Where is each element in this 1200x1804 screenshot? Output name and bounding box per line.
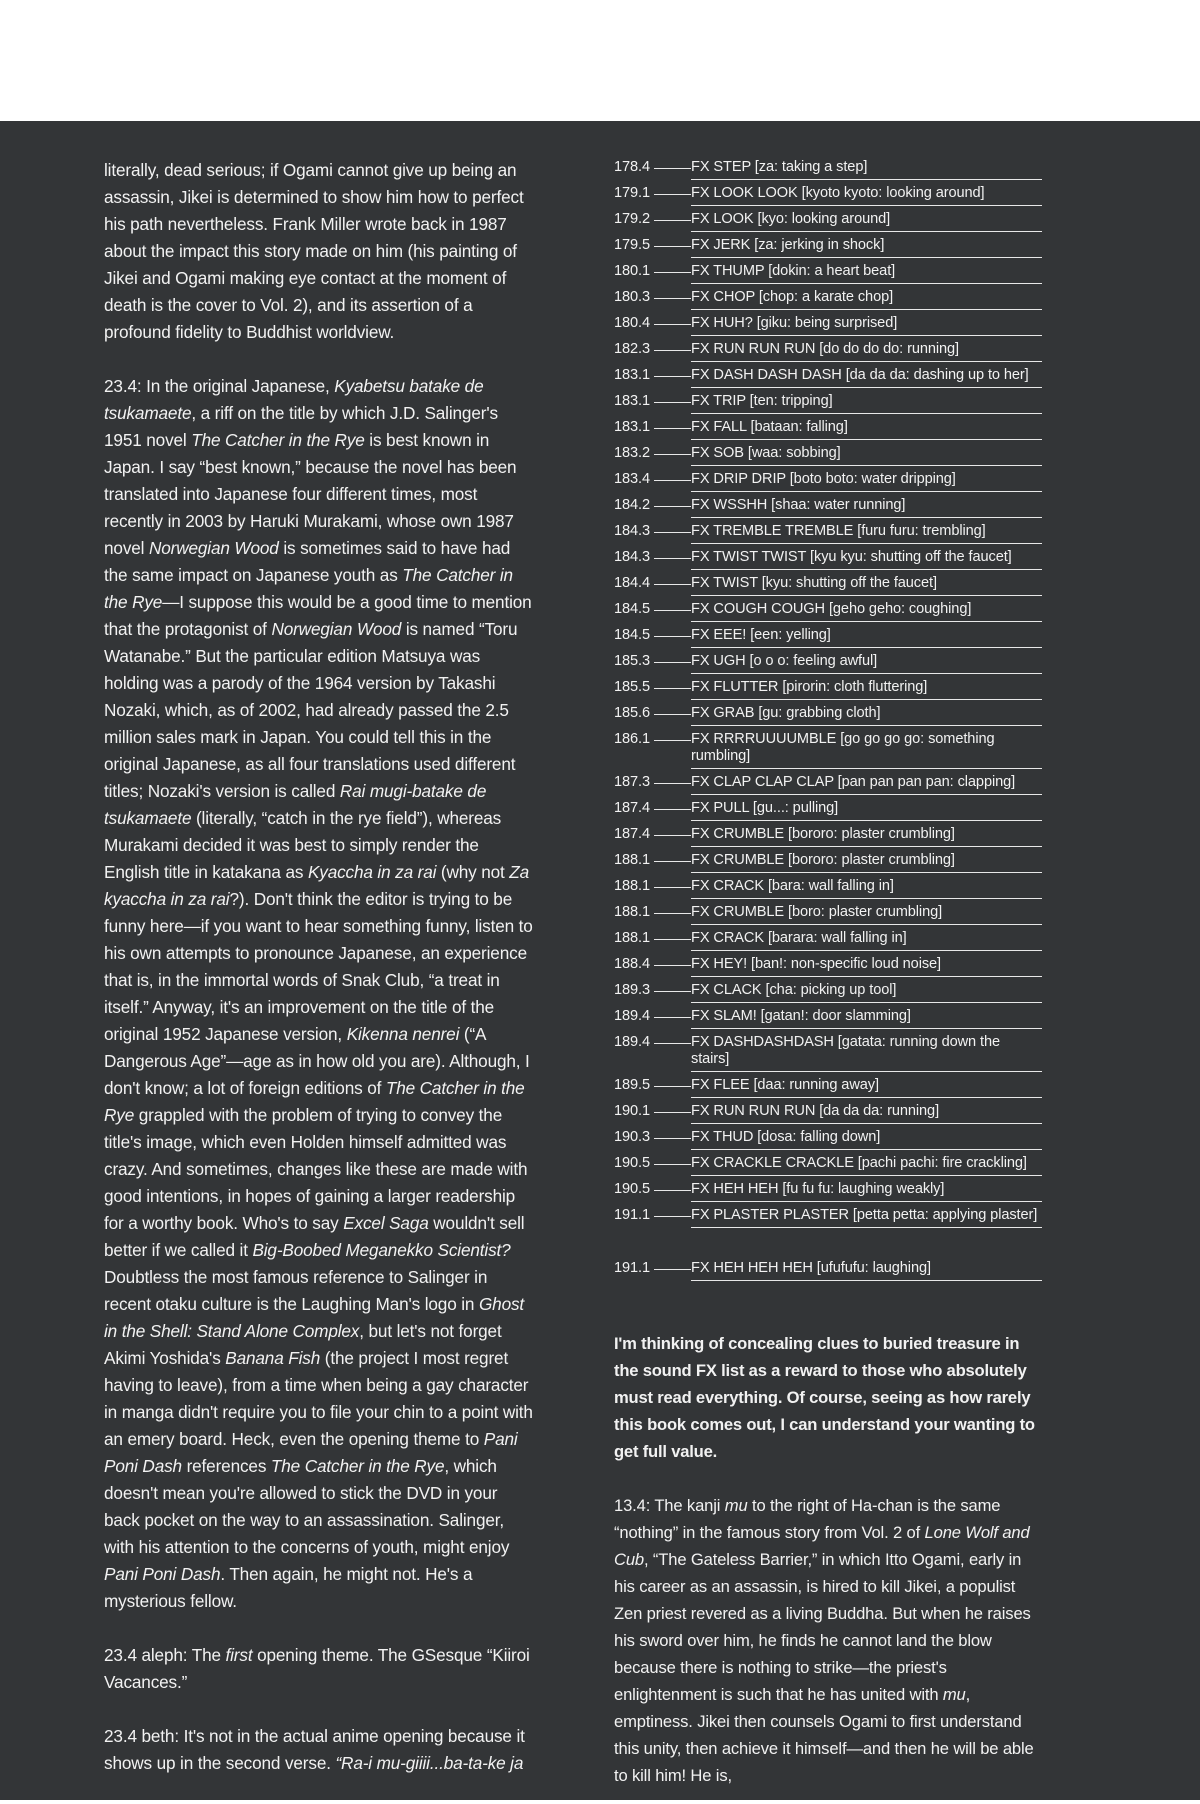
fx-entry <box>614 928 1042 954</box>
fx-page-number: 183.1 <box>614 393 651 409</box>
fx-description: FX THUD [dosa: falling down] <box>691 1127 1042 1150</box>
fx-entry <box>614 521 1042 547</box>
fx-description: FX CRACK [barara: wall falling in] <box>691 928 1042 951</box>
fx-description: FX PLASTER PLASTER [petta petta: applying plaster] <box>691 1205 1042 1228</box>
fx-entry <box>614 599 1042 625</box>
fx-description: FX HEY! [ban!: non-specific loud noise] <box>691 954 1042 977</box>
fx-description: FX CHOP [chop: a karate chop] <box>691 287 1042 310</box>
fx-page-number: 187.3 <box>614 774 651 790</box>
fx-page-number: 184.3 <box>614 523 651 539</box>
fx-entry <box>614 824 1042 850</box>
fx-page-number: 179.1 <box>614 185 651 201</box>
fx-entry <box>614 729 1042 772</box>
fx-entry <box>614 1101 1042 1127</box>
fx-page-number: 183.2 <box>614 445 651 461</box>
fx-entry <box>614 980 1042 1006</box>
fx-leader-line <box>654 506 691 507</box>
fx-page-number: 188.1 <box>614 878 651 894</box>
fx-page-number: 183.4 <box>614 471 651 487</box>
fx-leader-line <box>654 662 691 663</box>
right-column <box>614 157 1042 1789</box>
fx-leader-line <box>654 714 691 715</box>
fx-description: FX DASHDASHDASH [gatata: running down the stairs] <box>691 1032 1042 1072</box>
fx-leader-line <box>654 1138 691 1139</box>
fx-page-number: 184.2 <box>614 497 651 513</box>
fx-leader-line <box>654 1216 691 1217</box>
fx-description: FX COUGH COUGH [geho geho: coughing] <box>691 599 1042 622</box>
fx-leader-line <box>654 558 691 559</box>
fx-page-number: 188.1 <box>614 852 651 868</box>
fx-page-number: 184.5 <box>614 627 651 643</box>
fx-entry <box>614 287 1042 313</box>
fx-leader-line <box>654 194 691 195</box>
fx-page-number: 189.4 <box>614 1008 651 1024</box>
fx-leader-line <box>654 1017 691 1018</box>
fx-page-number: 189.4 <box>614 1034 651 1050</box>
fx-leader-line <box>654 991 691 992</box>
fx-entry <box>614 876 1042 902</box>
fx-description: FX CRACK [bara: wall falling in] <box>691 876 1042 899</box>
fx-page-number: 189.3 <box>614 982 651 998</box>
fx-description: FX EEE! [een: yelling] <box>691 625 1042 648</box>
fx-entry <box>614 547 1042 573</box>
fx-description: FX CRUMBLE [bororo: plaster crumbling] <box>691 824 1042 847</box>
fx-leader-line <box>654 220 691 221</box>
fx-entry <box>614 1205 1042 1248</box>
fx-description: FX JERK [za: jerking in shock] <box>691 235 1042 258</box>
fx-entry <box>614 469 1042 495</box>
fx-leader-line <box>654 887 691 888</box>
fx-page-number: 182.3 <box>614 341 651 357</box>
fx-leader-line <box>654 298 691 299</box>
fx-description: FX WSSHH [shaa: water running] <box>691 495 1042 518</box>
fx-page-number: 186.1 <box>614 731 651 747</box>
fx-page-number: 180.1 <box>614 263 651 279</box>
fx-page-number: 180.4 <box>614 315 651 331</box>
fx-page-number: 190.1 <box>614 1103 651 1119</box>
fx-entry <box>614 798 1042 824</box>
fx-description: FX STEP [za: taking a step] <box>691 157 1042 180</box>
fx-leader-line <box>654 1269 691 1270</box>
book-page <box>0 121 1200 1800</box>
fx-entry <box>614 261 1042 287</box>
fx-description: FX TWIST [kyu: shutting off the faucet] <box>691 573 1042 596</box>
fx-leader-line <box>654 610 691 611</box>
fx-entry <box>614 1032 1042 1075</box>
fx-description: FX SOB [waa: sobbing] <box>691 443 1042 466</box>
fx-page-number: 184.3 <box>614 549 651 565</box>
fx-description: FX DRIP DRIP [boto boto: water dripping] <box>691 469 1042 492</box>
fx-description: FX FLUTTER [pirorin: cloth fluttering] <box>691 677 1042 700</box>
fx-page-number: 189.5 <box>614 1077 651 1093</box>
fx-leader-line <box>654 324 691 325</box>
fx-description: FX LOOK LOOK [kyoto kyoto: looking around] <box>691 183 1042 206</box>
fx-entry <box>614 1258 1042 1284</box>
fx-page-number: 191.1 <box>614 1207 651 1223</box>
note-23-4-aleph: 23.4 aleph: The first opening theme. The GSesque “Kiiroi Vacances.” <box>104 1645 530 1692</box>
fx-description: FX CLAP CLAP CLAP [pan pan pan pan: clapping] <box>691 772 1042 795</box>
fx-leader-line <box>654 809 691 810</box>
fx-leader-line <box>654 1190 691 1191</box>
fx-entry <box>614 902 1042 928</box>
fx-entry <box>614 443 1042 469</box>
note-23-4: 23.4: In the original Japanese, Kyabetsu batake de tsukamaete, a riff on the title by which J.D. Salinger's 1951 novel The Catcher in the Rye is best known in Japan. I say “best known,” because the novel has been translated into Japanese four different times, most recently in 2003 by Haruki Murakami, whose own 1987 novel Norwegian Wood is sometimes said to have had the same impact on Japanese youth as The Catcher in the Rye—I suppose this would be a good time to mention that the protagonist of Norwegian Wood is named “Toru Watanabe.” But the particular edition Matsuya was holding was a parody of the 1964 version by Takashi Nozaki, which, as of 2002, had already passed the 2.5 million sales mark in Japan. You could tell this in the original Japanese, as all four translations used different titles; Nozaki's version is called Rai mugi-batake de tsukamaete (literally, “catch in the rye field”), whereas Murakami decided it was best to simply render the English title in katakana as Kyaccha in za rai (why not Za kyaccha in za rai?). Don't think the editor is trying to be funny here—if you want to hear something funny, listen to his own attempts to pronounce Japanese, an experience that is, in the immortal words of Snak Club, “a treat in itself.” Anyway, it's an improvement on the title of the original 1952 Japanese version, Kikenna nenrei (“A Dangerous Age”—age as in how old you are). Although, I don't know; a lot of foreign editions of The Catcher in the Rye grappled with the problem of trying to convey the title's image, which even Holden himself admitted was crazy. And sometimes, changes like these are made with good intentions, in hopes of gaining a larger readership for a worthy book. Who's to say Excel Saga wouldn't sell better if we called it Big-Boobed Meganekko Scientist? Doubtless the most famous reference to Salinger in recent otaku culture is the Laughing Man's logo in Ghost in the Shell: Stand Alone Complex, but let's not forget Akimi Yoshida's Banana Fish (the project I most regret having to leave), from a time when being a gay character in manga didn't require you to file your chin to a point with an emery board. Heck, even the opening theme to Pani Poni Dash references The Catcher in the Rye, which doesn't mean you're allowed to stick the DVD in your back pocket on the way to an assassination. Salinger, with his attention to the concerns of youth, might enjoy Pani Poni Dash. Then again, he might not. He's a mysterious fellow. <box>104 376 533 1611</box>
fx-page-number: 190.5 <box>614 1155 651 1171</box>
fx-entry <box>614 391 1042 417</box>
fx-leader-line <box>654 861 691 862</box>
fx-description: FX TRIP [ten: tripping] <box>691 391 1042 414</box>
fx-description: FX FALL [bataan: falling] <box>691 417 1042 440</box>
fx-leader-line <box>654 350 691 351</box>
fx-description: FX LOOK [kyo: looking around] <box>691 209 1042 232</box>
fx-page-number: 191.1 <box>614 1260 651 1276</box>
left-column <box>104 157 534 1804</box>
fx-leader-line <box>654 402 691 403</box>
fx-leader-line <box>654 428 691 429</box>
fx-entry <box>614 850 1042 876</box>
fx-leader-line <box>654 783 691 784</box>
fx-description: FX GRAB [gu: grabbing cloth] <box>691 703 1042 726</box>
note-23-4-beth: 23.4 beth: It's not in the actual anime opening because it shows up in the second verse. “Ra-i mu-giiii...ba-ta-ke ja <box>104 1726 525 1773</box>
fx-entry <box>614 495 1042 521</box>
fx-entry <box>614 772 1042 798</box>
fx-leader-line <box>654 168 691 169</box>
fx-entry <box>614 313 1042 339</box>
fx-leader-line <box>654 913 691 914</box>
fx-leader-line <box>654 376 691 377</box>
fx-leader-line <box>654 454 691 455</box>
fx-leader-line <box>654 584 691 585</box>
fx-description: FX CLACK [cha: picking up tool] <box>691 980 1042 1003</box>
fx-page-number: 179.5 <box>614 237 651 253</box>
fx-leader-line <box>654 1086 691 1087</box>
fx-leader-line <box>654 246 691 247</box>
fx-entry <box>614 209 1042 235</box>
fx-page-number: 190.5 <box>614 1181 651 1197</box>
fx-description: FX CRUMBLE [bororo: plaster crumbling] <box>691 850 1042 873</box>
fx-entry <box>614 417 1042 443</box>
fx-description: FX HUH? [giku: being surprised] <box>691 313 1042 336</box>
fx-entry <box>614 183 1042 209</box>
fx-description: FX HEH HEH HEH [ufufufu: laughing] <box>691 1258 1042 1281</box>
fx-leader-line <box>654 939 691 940</box>
fx-page-number: 184.4 <box>614 575 651 591</box>
fx-description: FX UGH [o o o: feeling awful] <box>691 651 1042 674</box>
fx-page-number: 183.1 <box>614 419 651 435</box>
fx-leader-line <box>654 1112 691 1113</box>
fx-leader-line <box>654 532 691 533</box>
fx-page-number: 178.4 <box>614 159 651 175</box>
fx-entry <box>614 1075 1042 1101</box>
fx-entry <box>614 677 1042 703</box>
fx-entry <box>614 1179 1042 1205</box>
fx-description: FX HEH HEH [fu fu fu: laughing weakly] <box>691 1179 1042 1202</box>
fx-page-number: 184.5 <box>614 601 651 617</box>
fx-entry <box>614 954 1042 980</box>
fx-entry <box>614 365 1042 391</box>
fx-description: FX DASH DASH DASH [da da da: dashing up to her] <box>691 365 1042 388</box>
fx-description: FX CRACKLE CRACKLE [pachi pachi: fire crackling] <box>691 1153 1042 1176</box>
fx-entry <box>614 651 1042 677</box>
fx-leader-line <box>654 272 691 273</box>
fx-page-number: 185.5 <box>614 679 651 695</box>
fx-entry <box>614 339 1042 365</box>
fx-page-number: 187.4 <box>614 800 651 816</box>
fx-description: FX RUN RUN RUN [da da da: running] <box>691 1101 1042 1124</box>
fx-page-number: 188.4 <box>614 956 651 972</box>
fx-page-number: 185.3 <box>614 653 651 669</box>
fx-page-number: 180.3 <box>614 289 651 305</box>
fx-entry <box>614 703 1042 729</box>
fx-leader-line <box>654 965 691 966</box>
fx-entry <box>614 1006 1042 1032</box>
fx-description: FX CRUMBLE [boro: plaster crumbling] <box>691 902 1042 925</box>
fx-leader-line <box>654 1164 691 1165</box>
fx-page-number: 188.1 <box>614 930 651 946</box>
fx-page-number: 190.3 <box>614 1129 651 1145</box>
fx-entry <box>614 157 1042 183</box>
fx-leader-line <box>654 688 691 689</box>
fx-description: FX THUMP [dokin: a heart beat] <box>691 261 1042 284</box>
fx-entry <box>614 625 1042 651</box>
fx-leader-line <box>654 835 691 836</box>
fx-leader-line <box>654 740 691 741</box>
treasure-note: I'm thinking of concealing clues to buried treasure in the sound FX list as a reward to those who absolutely must read everything. Of course, seeing as how rarely this book comes out, I can understand your wanting to get full value. <box>614 1334 1035 1461</box>
fx-description: FX SLAM! [gatan!: door slamming] <box>691 1006 1042 1029</box>
fx-entry <box>614 235 1042 261</box>
fx-leader-line <box>654 480 691 481</box>
fx-description: FX TWIST TWIST [kyu kyu: shutting off the faucet] <box>691 547 1042 570</box>
fx-description: FX TREMBLE TREMBLE [furu furu: trembling] <box>691 521 1042 544</box>
fx-leader-line <box>654 1043 691 1044</box>
fx-page-number: 183.1 <box>614 367 651 383</box>
note-13-4: 13.4: The kanji mu to the right of Ha-chan is the same “nothing” in the famous story from Vol. 2 of Lone Wolf and Cub, “The Gateless Barrier,” in which Itto Ogami, early in his career as an assassin, is hired to kill Jikei, a populist Zen priest revered as a living Buddha. But when he raises his sword over him, he finds he cannot land the blow because there is nothing to strike—the priest's enlightenment is such that he has united with mu, emptiness. Jikei then counsels Ogami to first understand this unity, then achieve it himself—and then he will be able to kill him! He is, <box>614 1496 1034 1785</box>
fx-page-number: 187.4 <box>614 826 651 842</box>
sound-fx-list <box>614 157 1042 1284</box>
fx-entry <box>614 573 1042 599</box>
fx-description: FX RUN RUN RUN [do do do do: running] <box>691 339 1042 362</box>
fx-page-number: 185.6 <box>614 705 651 721</box>
fx-description: FX RRRRUUUUMBLE [go go go go: something rumbling] <box>691 729 1042 769</box>
fx-page-number: 179.2 <box>614 211 651 227</box>
fx-description: FX FLEE [daa: running away] <box>691 1075 1042 1098</box>
paragraph-jikei: literally, dead serious; if Ogami cannot give up being an assassin, Jikei is determined to show him how to perfect his path nevertheless. Frank Miller wrote back in 1987 about the impact this story made on him (his painting of Jikei and Ogami making eye contact at the moment of death is the cover to Vol. 2), and its assertion of a profound fidelity to Buddhist worldview. <box>104 160 524 342</box>
fx-page-number: 188.1 <box>614 904 651 920</box>
fx-entry <box>614 1153 1042 1179</box>
fx-leader-line <box>654 636 691 637</box>
fx-description: FX PULL [gu...: pulling] <box>691 798 1042 821</box>
fx-entry <box>614 1127 1042 1153</box>
